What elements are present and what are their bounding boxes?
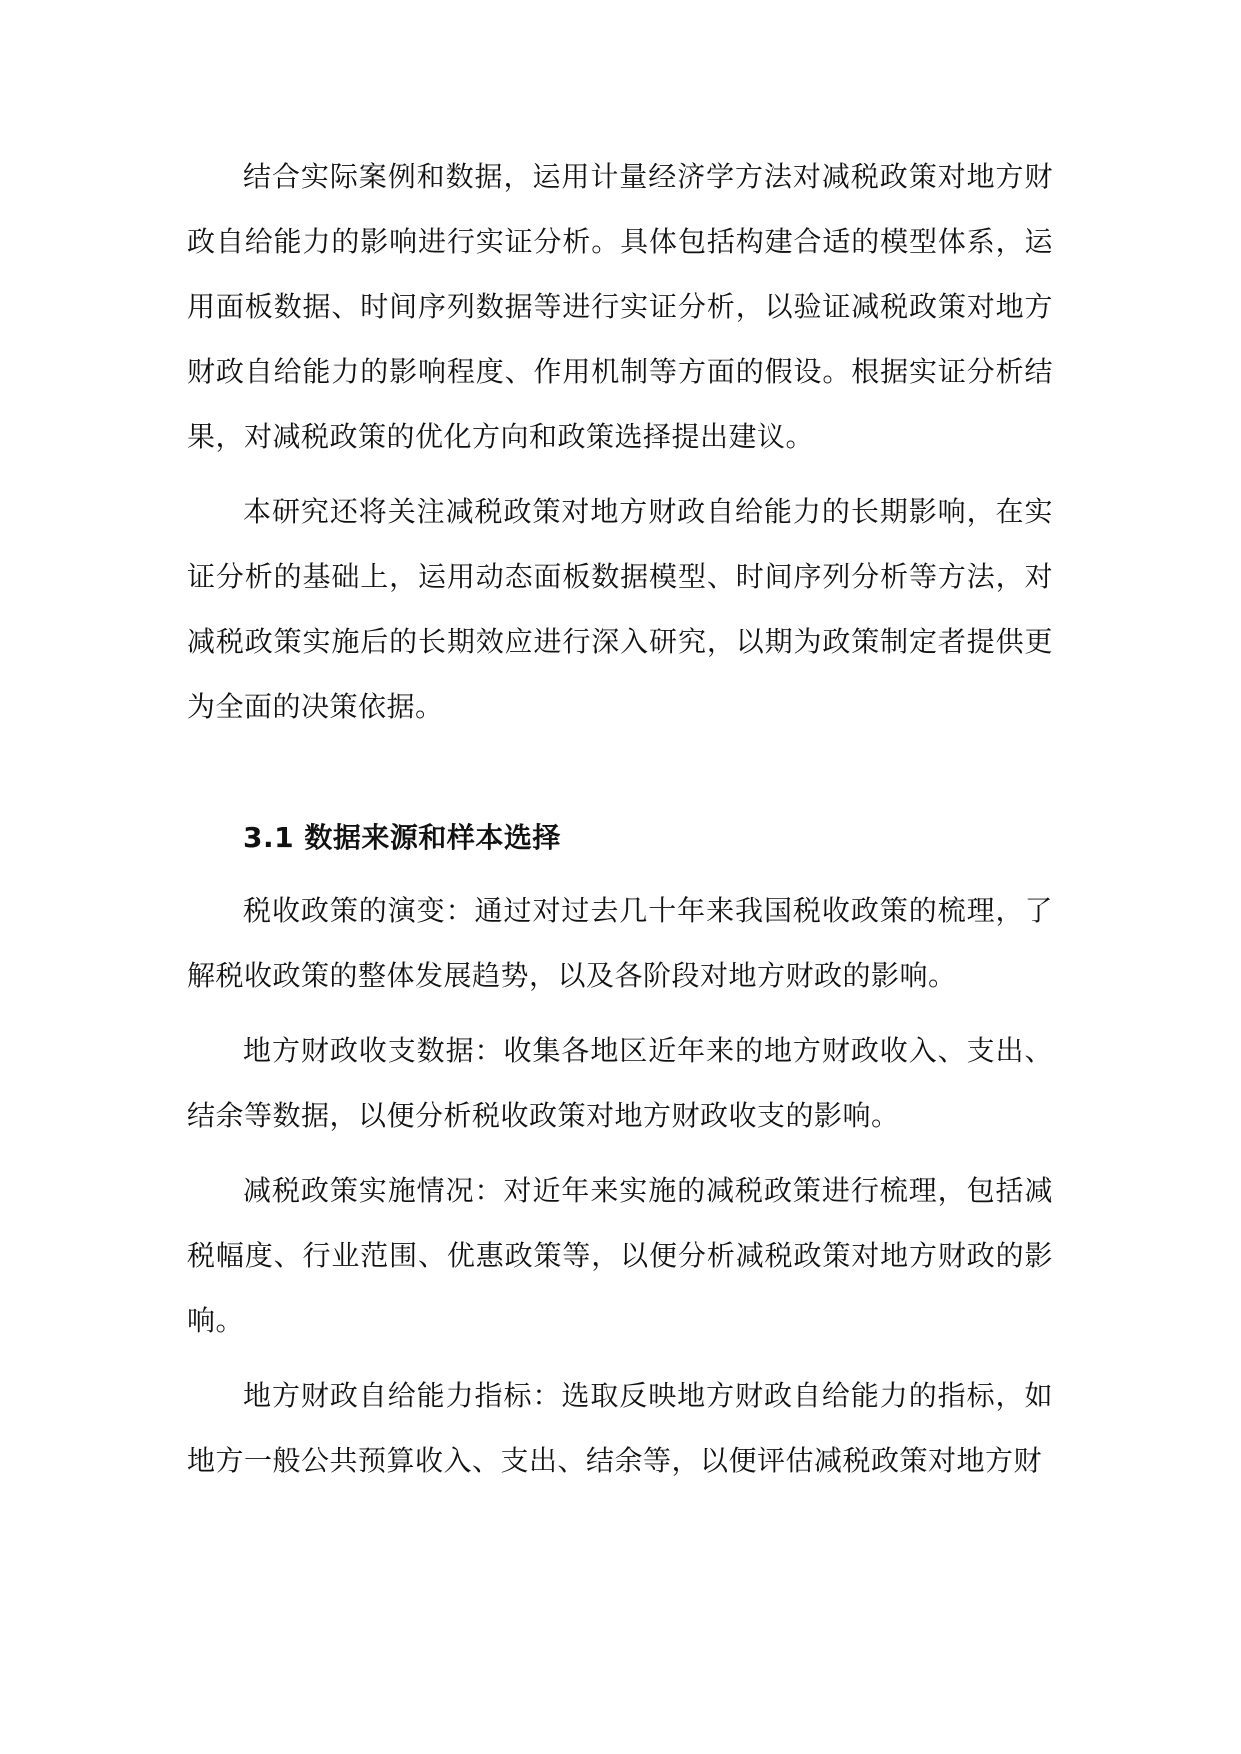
paragraph-local-fiscal-data: 地方财政收支数据：收集各地区近年来的地方财政收入、支出、结余等数据，以便分析税收政策对地方财政收支的影响。 bbox=[187, 1034, 1053, 1132]
section-number: 3.1 bbox=[243, 821, 295, 854]
section-heading bbox=[187, 805, 1053, 870]
paragraph-empirical-analysis: 结合实际案例和数据，运用计量经济学方法对减税政策对地方财政自给能力的影响进行实证分析。具体包括构建合适的模型体系，运用面板数据、时间序列数据等进行实证分析，以验证减税政策对地方财政自给能力的影响程度、作用机制等方面的假设。根据实证分析结果，对减税政策的优化方向和政策选择提出建议。 bbox=[187, 160, 1053, 453]
section-title: 数据来源和样本选择 bbox=[304, 821, 561, 854]
paragraph-tax-cut-implementation: 减税政策实施情况：对近年来实施的减税政策进行梳理，包括减税幅度、行业范围、优惠政策等，以便分析减税政策对地方财政的影响。 bbox=[187, 1174, 1053, 1337]
paragraph-self-sufficiency-indicators: 地方财政自给能力指标：选取反映地方财政自给能力的指标，如地方一般公共预算收入、支出、结余等，以便评估减税政策对地方财 bbox=[187, 1379, 1053, 1477]
paragraph-tax-policy-evolution: 税收政策的演变：通过对过去几十年来我国税收政策的梳理，了解税收政策的整体发展趋势，以及各阶段对地方财政的影响。 bbox=[187, 894, 1053, 992]
paragraph-long-term-impact: 本研究还将关注减税政策对地方财政自给能力的长期影响，在实证分析的基础上，运用动态面板数据模型、时间序列分析等方法，对减税政策实施后的长期效应进行深入研究，以期为政策制定者提供更为全面的决策依据。 bbox=[187, 495, 1053, 723]
document-body bbox=[187, 144, 1053, 1503]
